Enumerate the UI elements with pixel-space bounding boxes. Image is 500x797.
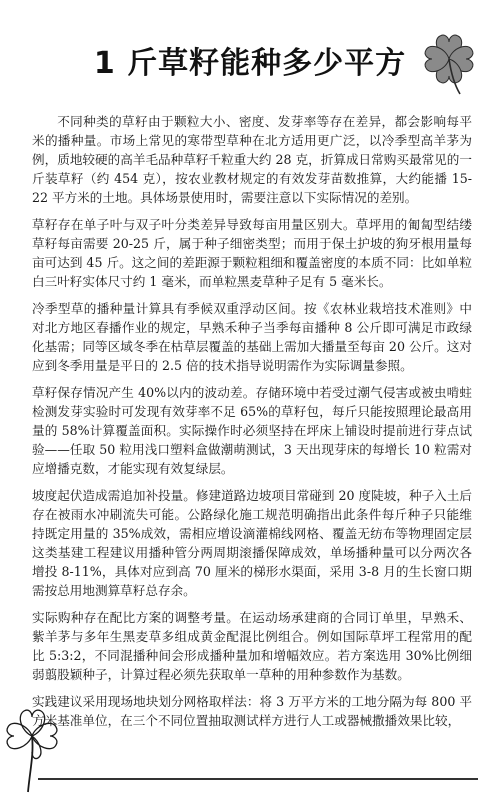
paragraph: 草籽存在单子叶与双子叶分类差异导致每亩用量区别大。草坪用的匍匐型结缕草籽每亩需要 20-25 斤，属于种子细密类型；而用于保土护坡的狗牙根用量每亩可达到 45 斤。这之间的差距源于颗粒粗细和覆盖密度的本质不同：比如单粒白三叶籽实体尺寸约 1 毫米，而单粒黑麦草种子足有 5 毫米长。 [32, 217, 472, 289]
paragraph: 冷季型草的播种量计算具有季候双重浮动区间。按《农林业栽培技术准则》中对北方地区春播作业的规定，早熟禾种子当季每亩播种 8 公斤即可满足市政绿化基需；同等区域冬季在枯草层覆盖的基础上需加大播量至每亩 20 公斤。这对应到冬季用量是平日的 2.5 倍的技术指导说明需作为实际调量参照。 [32, 301, 472, 373]
bottom-rule [38, 778, 478, 780]
article-body [32, 112, 472, 730]
page-title: 1 斤草籽能种多少平方 [93, 46, 407, 81]
paragraph: 不同种类的草籽由于颗粒大小、密度、发芽率等存在差异，都会影响每平米的播种量。市场上常见的寒带型草种在北方适用更广泛，以冷季型高羊茅为例，质地较硬的高羊毛品种草籽千粒重大约 28 克，折算成日常购买最常见的一斤装草籽（约 454 克），按农业教材规定的有效发芽苗数推算，大约能播 15-22 平方米的土地。具体场景使用时，需要注意以下实际情况的差别。 [32, 114, 472, 205]
paragraph: 草籽保存情况产生 40%以内的波动差。存储环境中若受过潮气侵害或被虫啃蛀检测发芽实验时可发现有效芽率不足 65%的草籽包，每斤只能按照理论最高用量的 58%计算覆盖面积。实际操作时必须坚持在坪床上铺设时提前进行芽点试验——任取 50 粒用浅口塑料盒做潮萌测试，3 天出现芽床的每增长 10 粒需对应增播克数，才能实现有效复绿层。 [32, 385, 472, 476]
paragraph: 实际购种存在配比方案的调整考量。在运动场承建商的合同订单里，早熟禾、紫羊茅与多年生黑麦草多组成黄金配混比例组合。例如国际草坪工程常用的配比 5:3:2，不同混播种间会形成播种量加和增幅效应。若方案选用 30%比例细弱翦股颖种子，计算过程必须先获取单一草种的用种参数作为基数。 [32, 610, 472, 682]
paragraph: 坡度起伏造成需追加补投量。修建道路边坡项目常碰到 20 度陡坡，种子入土后存在被雨水冲刷流失可能。公路绿化施工规范明确指出此条件每斤种子只能维持既定用量的 35%成效，需相应增设滴灌棉线网格、覆盖无纺布等物理固定层这类基建工程建议用播种管分两周期滚播保障成效，单场播种量可以分两次各增投 8-11%，具体对应到高 70 厘米的梯形水渠面，采用 3-8 月的生长窗口期需按总用地测算草籽总存余。 [32, 488, 472, 598]
four-leaf-clover-outline-icon [2, 702, 70, 794]
paragraph: 实践建议采用现场地块划分网格取样法：将 3 万平方米的工地分隔为每 800 平方米基准单位，在三个不同位置抽取测试样方进行人工或器械撒播效果比较， [32, 694, 472, 728]
